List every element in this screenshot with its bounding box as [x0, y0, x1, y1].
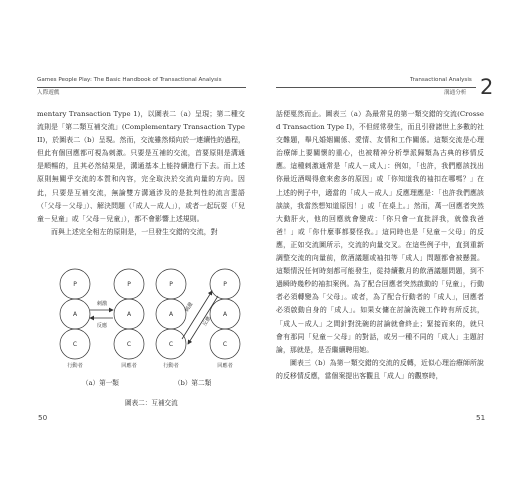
ego-label-parent: P: [223, 281, 227, 288]
figure-title: 圖表二：互補交流: [125, 399, 178, 407]
running-head-chinese: 人際遊戲: [37, 90, 60, 96]
page-number: 51: [476, 413, 486, 422]
running-head-english: Transactional Analysis: [410, 77, 472, 83]
ego-label-adult: A: [222, 311, 228, 318]
running-head-english: Games People Play: The Basic Handbook of Transactional Analysis: [37, 77, 222, 83]
figure-caption-a: （a）第一類: [82, 379, 119, 387]
arrow-label-stimulus: 刺激: [96, 301, 108, 307]
arrow-label-stimulus: 刺激: [183, 301, 195, 314]
arrow-label-response: 反應: [96, 323, 108, 329]
header-rule: [276, 87, 476, 88]
paragraph: 話便戛然而止。圖表三（a）為最常見的第一類交錯的交流(Crossed Transaction Type I)，不但經常發生，而且引發諸世上多數的社交難題，舉凡婚姻關係、愛情、友情和工作關係。這類交流是心理治療師上要關懷的重心，也被精神分析學派歸類為古典的移情反應。這種刺激通常是「成人－成人」：例如，「也許，我們應該找出你最近酒喝得愈來愈多的原因」或「你知道我的袖扣在哪嗎？」在上述的例子中，適當的「成人－成人」反應理應是：「也許我們應該談談，我當然想知道原因！」或「在桌上。」然而，萬一回應者突然大動肝火，他的回應就會變成：「你只會一直批評我，就像我爸爸！」或「你什麼事都要怪我。」這同時也是「兒童－父母」的反應，正如交流圖所示，交流的向量交叉。在這些例子中，直到重新調整交流的向量前，飲酒議題或袖扣等「成人」問題都會被懸置。這類情況任何時刻都可能發生，從持續數月的飲酒議題問題，到不過瞬時幾秒的袖扣案例。為了配合回應者突然啟動的「兒童」，行動者必須轉變為「父母」。或者，為了配合行動者的「成人」，回應者必須啟動自身的「成人」。如果女傭在討論洗碗工作時有所反抗，「成人－成人」之間針對洗碗的討論就會終止；緊接而來的，就只會有那同「兒童－父母」的對話，或另一種不同的「成人」主題討論，那就是，是否繼續聘用她。: [276, 110, 484, 354]
ego-label-child: C: [168, 341, 174, 348]
complementary-transaction-diagram: [0, 0, 260, 420]
agent-label: 行動者: [67, 363, 83, 369]
ego-label-adult: A: [168, 311, 174, 318]
ego-label-child: C: [126, 341, 132, 348]
paragraph: mentary Transaction Type 1)，以圖表二（a）呈現；第二種交流則是「第二類互補交流」(Complementary Transaction Type II)，於圖表二（b）呈現。然而，交流雖然傾向於一連續性的過程，但此有個回應都可視為刺激。只要是互補的交流，首要原則是溝通是順暢的，且其必然結果是，溝通基本上能持續進行下去。而上述原則無關乎交流的本質和內容，完全取決於交流向量的方向。因此，只要是互補交流，無論雙方溝通涉及的是批判性的流言蜚語（「父母－父母」）、解決問題（「成人－成人」），或者一起玩耍（「兒童－兒童」或「父母－兒童」），都不會影響上述規則。: [37, 110, 245, 223]
response-arrow: [188, 296, 218, 344]
ego-label-child: C: [72, 341, 78, 348]
ego-label-parent: P: [169, 281, 173, 288]
ego-label-parent: P: [73, 281, 77, 288]
stimulus-arrow: [182, 291, 212, 339]
ego-label-adult: A: [72, 311, 78, 318]
right-page: [260, 0, 520, 500]
paragraph: 而與上述完全相左的原則是，一旦發生交錯的交流，對: [51, 227, 218, 236]
ego-label-child: C: [222, 341, 228, 348]
respondent-label: 回應者: [121, 363, 137, 369]
paragraph: 圖表三（b）為第一類交錯的交流的反轉，近似心理治療師所說的反移情反應，當個案提出客觀且「成人」的觀察時，: [276, 358, 484, 380]
chapter-number: 2: [480, 75, 494, 99]
running-head-chinese: 溝通分析: [444, 90, 467, 96]
page-number: 50: [38, 413, 48, 422]
figure-caption-b: （b）第二類: [174, 379, 212, 387]
ego-label-adult: A: [126, 311, 132, 318]
agent-label: 行動者: [163, 363, 179, 369]
arrow-label-response: 反應: [201, 315, 213, 328]
ego-label-parent: P: [127, 281, 131, 288]
respondent-label: 回應者: [217, 363, 233, 369]
right-body-text: [276, 108, 484, 383]
